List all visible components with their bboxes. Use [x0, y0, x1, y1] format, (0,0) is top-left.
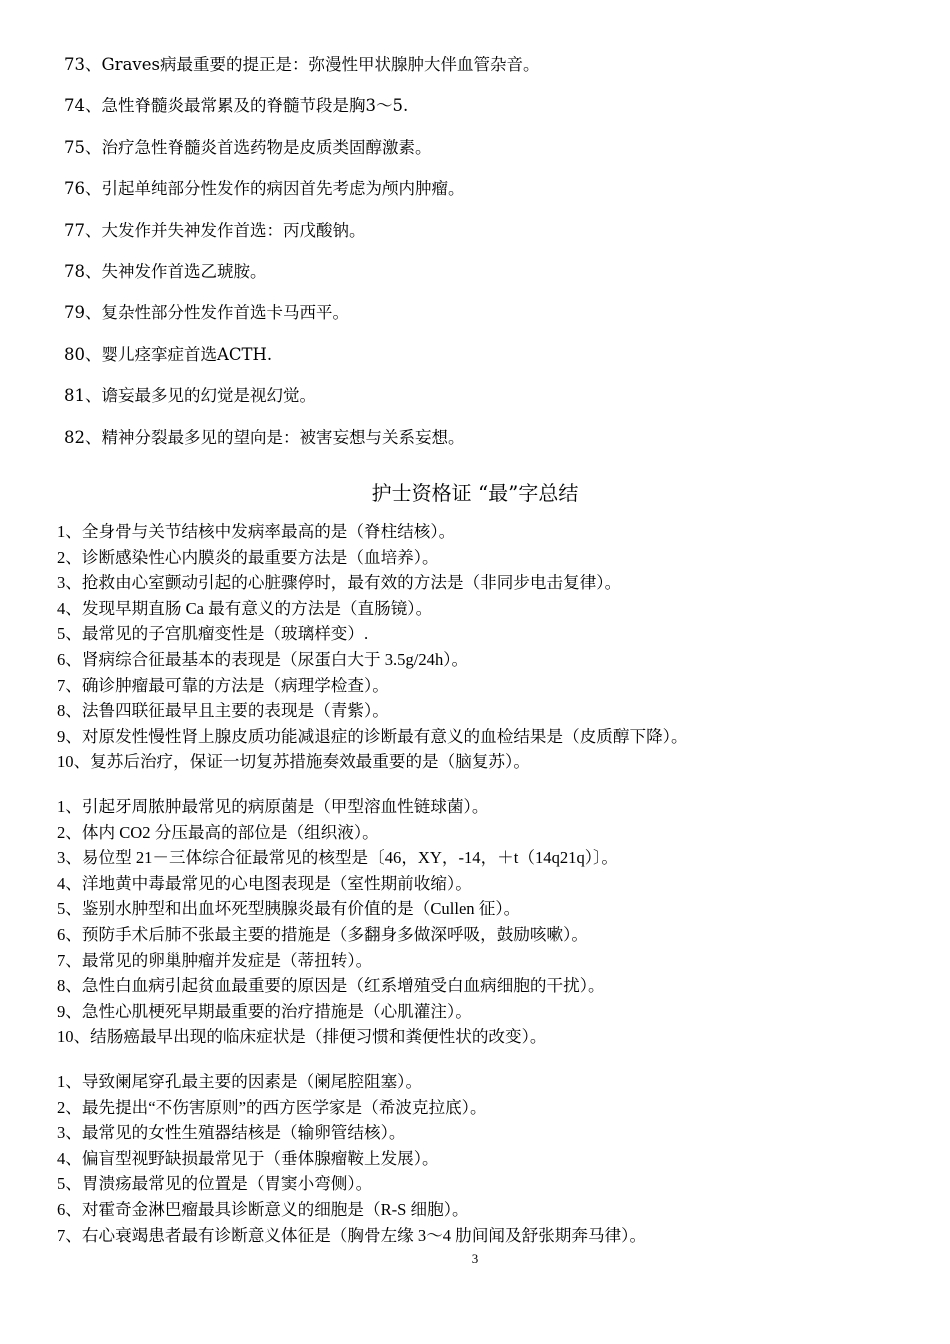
list-item: 10、复苏后治疗，保证一切复苏措施奏效最重要的是（脑复苏）。 [57, 752, 530, 772]
question-group-1 [57, 519, 937, 775]
list-item: 2、诊断感染性心内膜炎的最重要方法是（血培养）。 [57, 547, 439, 567]
list-item: 8、法鲁四联征最早且主要的表现是（青紫）。 [57, 701, 389, 721]
question-group-3 [57, 1069, 937, 1248]
list-item: 1、导致阑尾穿孔最主要的因素是（阑尾腔阻塞）。 [57, 1072, 423, 1091]
page-number: 3 [471, 1251, 479, 1266]
top-numbered-list [64, 50, 924, 464]
list-item: 5、最常见的子宫肌瘤变性是（玻璃样变）. [57, 624, 369, 644]
list-item: 80、婴儿痉挛症首选ACTH. [64, 344, 273, 364]
list-item: 73、Graves病最重要的提正是：弥漫性甲状腺肿大伴血管杂音。 [64, 55, 540, 74]
list-item: 1、引起牙周脓肿最常见的病原菌是（甲型溶血性链球菌）。 [57, 797, 489, 816]
list-item: 4、偏盲型视野缺损最常见于（垂体腺瘤鞍上发展）。 [57, 1148, 439, 1168]
list-item: 4、发现早期直肠 Ca 最有意义的方法是（直肠镜）。 [57, 598, 433, 618]
list-item: 5、胃溃疡最常见的位置是（胃窦小弯侧）。 [57, 1174, 373, 1194]
list-item: 7、右心衰竭患者最有诊断意义体征是（胸骨左缘 3～4 肋间闻及舒张期奔马律）。 [57, 1225, 647, 1245]
list-item: 5、鉴别水肿型和出血坏死型胰腺炎最有价值的是（Cullen 征）。 [57, 899, 521, 919]
list-item: 2、最先提出“不伤害原则”的西方医学家是（希波克拉底）。 [57, 1097, 487, 1117]
list-item: 3、易位型 21－三体综合征最常见的核型是〔46，XY，-14，＋t（14q21q）〕。 [57, 848, 618, 868]
question-group-2 [57, 794, 937, 1050]
list-item: 4、洋地黄中毒最常见的心电图表现是（室性期前收缩）。 [57, 873, 472, 893]
list-item: 74、急性脊髓炎最常累及的脊髓节段是胸3～5. [64, 96, 409, 116]
list-item: 76、引起单纯部分性发作的病因首先考虑为颅内肿瘤。 [64, 179, 465, 199]
list-item: 7、确诊肿瘤最可靠的方法是（病理学检查）。 [57, 675, 389, 695]
list-item: 2、体内 CO2 分压最高的部位是（组织液）。 [57, 822, 379, 842]
list-item: 6、预防手术后肺不张最主要的措施是（多翻身多做深呼吸，鼓励咳嗽）。 [57, 924, 588, 944]
list-item: 82、精神分裂最多见的望向是：被害妄想与关系妄想。 [64, 427, 465, 447]
list-item: 75、治疗急性脊髓炎首选药物是皮质类固醇激素。 [64, 137, 432, 157]
list-item: 3、抢救由心室颤动引起的心脏骤停时，最有效的方法是（非同步电击复律）。 [57, 573, 622, 593]
list-item: 3、最常见的女性生殖器结核是（输卵管结核）。 [57, 1123, 406, 1143]
section-title: 护士资格证 “最”字总结 [371, 481, 579, 505]
list-item: 6、肾病综合征最基本的表现是（尿蛋白大于 3.5g/24h）。 [57, 649, 469, 669]
list-item: 1、全身骨与关节结核中发病率最高的是（脊柱结核）。 [57, 522, 456, 541]
list-item: 10、结肠癌最早出现的临床症状是（排便习惯和粪便性状的改变）。 [57, 1027, 547, 1047]
list-item: 78、失神发作首选乙琥胺。 [64, 261, 267, 281]
list-item: 81、谵妄最多见的幻觉是视幻觉。 [64, 386, 316, 406]
list-item: 7、最常见的卵巢肿瘤并发症是（蒂扭转）。 [57, 950, 373, 970]
list-item: 9、急性心肌梗死早期最重要的治疗措施是（心肌灌注）。 [57, 1001, 472, 1021]
list-item: 77、大发作并失神发作首选：丙戊酸钠。 [64, 220, 366, 240]
list-item: 8、急性白血病引起贫血最重要的原因是（红系增殖受白血病细胞的干扰）。 [57, 976, 605, 996]
list-item: 6、对霍奇金淋巴瘤最具诊断意义的细胞是（R-S 细胞）。 [57, 1199, 469, 1219]
list-item: 79、复杂性部分性发作首选卡马西平。 [64, 303, 349, 323]
list-item: 9、对原发性慢性肾上腺皮质功能减退症的诊断最有意义的血检结果是（皮质醇下降）。 [57, 726, 688, 746]
